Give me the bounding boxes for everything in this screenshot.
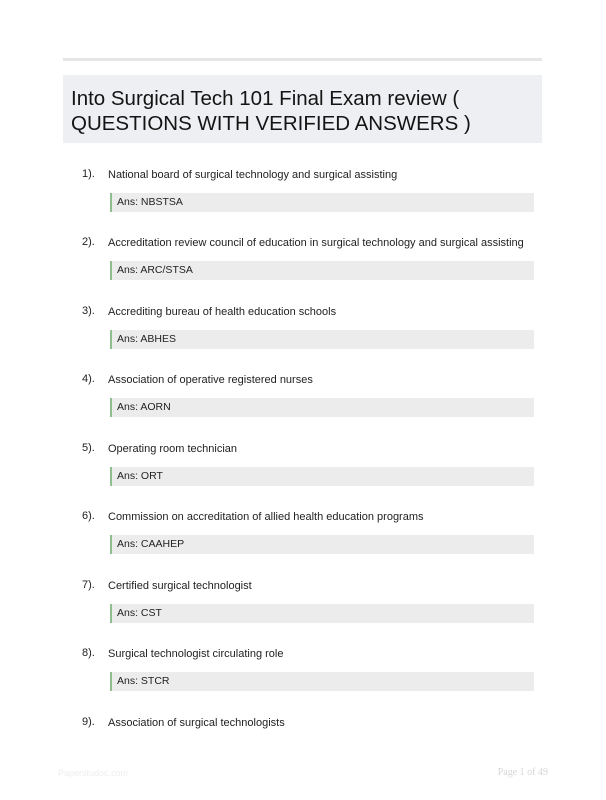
title-banner — [63, 75, 542, 143]
answer-box: Ans: AORN — [110, 398, 534, 417]
question-number: 5). — [82, 442, 95, 454]
question-text: Certified surgical technologist — [108, 580, 252, 592]
answer-box: Ans: NBSTSA — [110, 193, 534, 212]
answer-box: Ans: STCR — [110, 672, 534, 691]
question-text: National board of surgical technology and surgical assisting — [108, 169, 398, 181]
question-number: 7). — [82, 579, 95, 591]
answer-box: Ans: ARC/STSA — [110, 261, 534, 280]
page-title: Into Surgical Tech 101 Final Exam review ( QUESTIONS WITH VERIFIED ANSWERS ) — [71, 87, 471, 135]
answer-box: Ans: CST — [110, 604, 534, 623]
top-divider — [63, 58, 542, 61]
question-number: 9). — [82, 716, 95, 728]
question-text: Accreditation review council of education in surgical technology and surgical assisting — [108, 237, 524, 249]
question-text: Association of surgical technologists — [108, 717, 285, 729]
answer-box: Ans: ABHES — [110, 330, 534, 349]
question-number: 6). — [82, 510, 95, 522]
question-number: 2). — [82, 236, 95, 248]
question-text: Surgical technologist circulating role — [108, 648, 284, 660]
question-text: Commission on accreditation of allied health education programs — [108, 511, 424, 523]
footer-watermark: Paperstudoc.com — [58, 768, 129, 778]
question-number: 1). — [82, 168, 95, 180]
question-text: Association of operative registered nurses — [108, 374, 313, 386]
answer-box: Ans: ORT — [110, 467, 534, 486]
question-number: 4). — [82, 373, 95, 385]
answer-box: Ans: CAAHEP — [110, 535, 534, 554]
question-number: 8). — [82, 647, 95, 659]
question-text: Operating room technician — [108, 443, 238, 455]
page-indicator: Page 1 of 49 — [497, 767, 548, 778]
question-text: Accrediting bureau of health education schools — [108, 306, 337, 318]
question-number: 3). — [82, 305, 95, 317]
